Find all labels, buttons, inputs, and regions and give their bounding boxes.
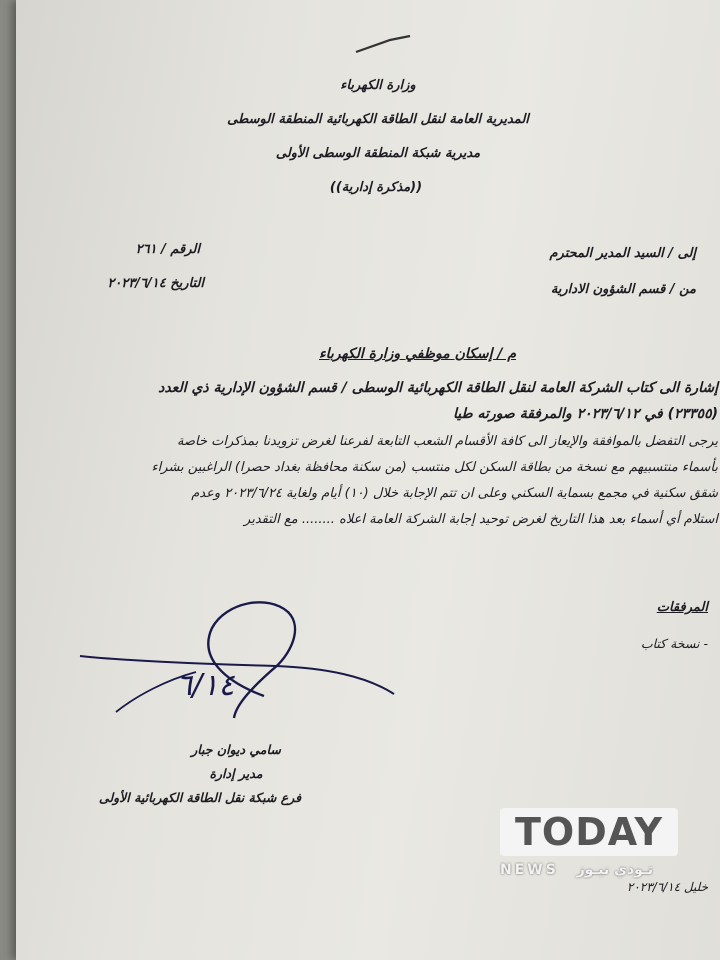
sub-directorate-name: مديرية شبكة المنطقة الوسطى الأولى: [275, 146, 481, 161]
body-line-3: يرجى التفضل بالموافقة والإيعاز الى كافة الأقسام الشعب التابعة لفرعنا لغرض تزويدنا بمذكرات خاصة: [177, 434, 718, 449]
footer-initials: خليل ٢٠٢٣/٦/١٤: [626, 880, 708, 894]
attachments-title: المرفقات: [656, 600, 708, 615]
memo-subject: م / إسكان موظفي وزارة الكهرباء: [319, 346, 516, 362]
signatory-title: مدير إدارة: [209, 766, 263, 781]
signatory-name: سامي ديوان جبار: [191, 742, 281, 757]
recipient-line: إلى / السيد المدير المحترم: [549, 246, 696, 261]
watermark-brand: TODAY: [514, 810, 664, 854]
ministry-name: وزارة الكهرباء: [340, 78, 416, 93]
handwritten-date: ٦/١٤: [176, 668, 235, 703]
watermark-sub-en: NEWS: [500, 862, 559, 878]
sender-line: من / قسم الشؤون الادارية: [550, 282, 696, 297]
body-line-1: إشارة الى كتاب الشركة العامة لنقل الطاقة الكهربائية الوسطى / قسم الشؤون الإدارية ذي العدد: [158, 380, 718, 396]
staple-mark: [350, 30, 430, 60]
body-line-5: شقق سكنية في مجمع بسماية السكني وعلى ان تتم الإجابة خلال (١٠) أيام ولغاية ٢٠٢٣/٦/٢٤ وعدم: [191, 486, 718, 501]
handwritten-signature: [76, 586, 406, 726]
signatory-branch: فرع شبكة نقل الطاقة الكهربائية الأولى: [98, 790, 302, 805]
directorate-name: المديرية العامة لنقل الطاقة الكهربائية المنطقة الوسطى: [227, 112, 529, 127]
watermark-sub-ar: تـودي نيـوز: [576, 862, 653, 878]
today-news-watermark: [500, 808, 678, 888]
attachment-item: - نسخة كتاب: [640, 636, 708, 651]
body-line-6: استلام أي أسماء بعد هذا التاريخ لغرض توحيد إجابة الشركة العامة اعلاه ........ مع التقدير: [244, 512, 718, 527]
body-line-2: (٢٣٣٥٥) في ٢٠٢٣/٦/١٢ والمرفقة صورته طيا: [453, 406, 718, 422]
memo-type: ((مذكرة إدارية)): [329, 180, 423, 195]
watermark-subtitle: [500, 862, 678, 878]
body-line-4: بأسماء منتسبيهم مع نسخة من بطاقة السكن لكل منتسب (من سكنة محافظة بغداد حصرا) الراغبين بشراء: [151, 460, 718, 475]
reference-number: الرقم / ٢٦١: [135, 242, 200, 257]
memo-date: التاريخ ٢٠٢٣/٦/١٤: [107, 276, 204, 291]
